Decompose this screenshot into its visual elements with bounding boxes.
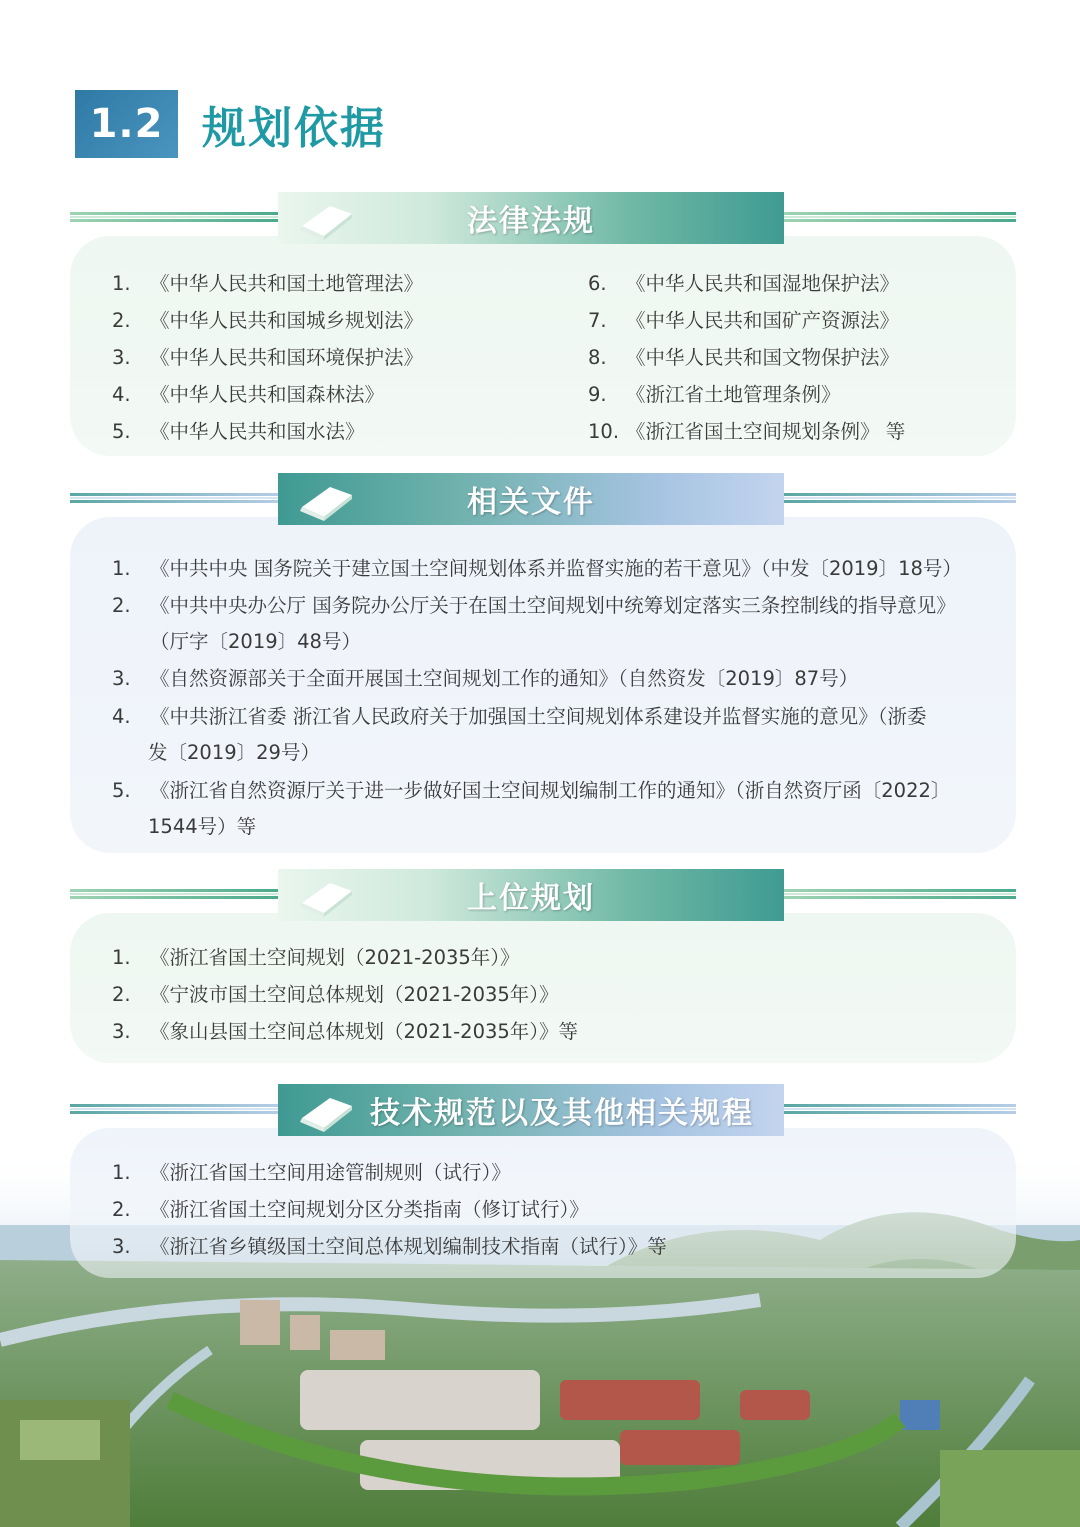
band-line-right xyxy=(784,889,1016,899)
list-item: 2. 《中华人民共和国城乡规划法》 xyxy=(112,309,424,332)
heading-number: 1.2 xyxy=(75,90,178,158)
book-icon xyxy=(296,1088,356,1132)
band-line-left xyxy=(70,493,280,503)
technical-banner-title: 技术规范以及其他相关规程 xyxy=(370,1096,754,1131)
list-item: 7. 《中华人民共和国矿产资源法》 xyxy=(588,309,900,332)
list-item: 5. 《浙江省自然资源厅关于进一步做好国土空间规划编制工作的通知》（浙自然资厅函〔2022〕 xyxy=(112,779,951,802)
list-item: 1. 《浙江省国土空间规划（2021-2035年）》 xyxy=(112,946,520,969)
list-item: 5. 《中华人民共和国水法》 xyxy=(112,420,365,443)
heading-title: 规划依据 xyxy=(202,103,386,154)
list-item: 1. 《中华人民共和国土地管理法》 xyxy=(112,272,424,295)
list-item: 2. 《中共中央办公厅 国务院办公厅关于在国土空间规划中统筹划定落实三条控制线的指导意见》 xyxy=(112,594,956,617)
list-item: 9. 《浙江省土地管理条例》 xyxy=(588,383,841,406)
list-item: 3. 《中华人民共和国环境保护法》 xyxy=(112,346,424,369)
list-item: 3. 《浙江省乡镇级国土空间总体规划编制技术指南（试行）》等 xyxy=(112,1235,667,1258)
list-item: 1. 《中共中央 国务院关于建立国土空间规划体系并监督实施的若干意见》（中发〔2019〕18号） xyxy=(112,557,962,580)
laws-banner-title: 法律法规 xyxy=(467,204,595,239)
documents-banner-title: 相关文件 xyxy=(467,485,595,520)
band-line-left xyxy=(70,212,280,222)
band-line-left xyxy=(70,889,280,899)
book-icon xyxy=(296,873,356,917)
band-line-right xyxy=(784,493,1016,503)
list-item: 8. 《中华人民共和国文物保护法》 xyxy=(588,346,900,369)
book-icon xyxy=(296,477,356,521)
list-item-continuation: 1544号）等 xyxy=(148,815,257,838)
list-item: 3. 《自然资源部关于全面开展国土空间规划工作的通知》（自然资发〔2019〕87号） xyxy=(112,667,859,690)
band-line-right xyxy=(784,1104,1016,1114)
list-item-continuation: （厅字〔2019〕48号） xyxy=(150,630,361,653)
list-item: 1. 《浙江省国土空间用途管制规则（试行）》 xyxy=(112,1161,511,1184)
band-line-left xyxy=(70,1104,280,1114)
technical-banner xyxy=(278,1084,784,1136)
list-item: 3. 《象山县国土空间总体规划（2021-2035年）》等 xyxy=(112,1020,579,1043)
section-heading xyxy=(75,90,386,158)
list-item: 2. 《宁波市国土空间总体规划（2021-2035年）》 xyxy=(112,983,559,1006)
list-item-continuation: 发〔2019〕29号） xyxy=(148,741,320,764)
list-item: 4. 《中共浙江省委 浙江省人民政府关于加强国土空间规划体系建设并监督实施的意见》（浙委 xyxy=(112,705,927,728)
list-item: 10. 《浙江省国土空间规划条例》 等 xyxy=(588,420,906,443)
list-item: 4. 《中华人民共和国森林法》 xyxy=(112,383,385,406)
upper-plans-banner xyxy=(278,869,784,921)
laws-banner xyxy=(278,192,784,244)
book-icon xyxy=(296,196,356,240)
list-item: 2. 《浙江省国土空间规划分区分类指南（修订试行）》 xyxy=(112,1198,589,1221)
upper-plans-banner-title: 上位规划 xyxy=(467,881,595,916)
band-line-right xyxy=(784,212,1016,222)
list-item: 6. 《中华人民共和国湿地保护法》 xyxy=(588,272,900,295)
documents-banner xyxy=(278,473,784,525)
